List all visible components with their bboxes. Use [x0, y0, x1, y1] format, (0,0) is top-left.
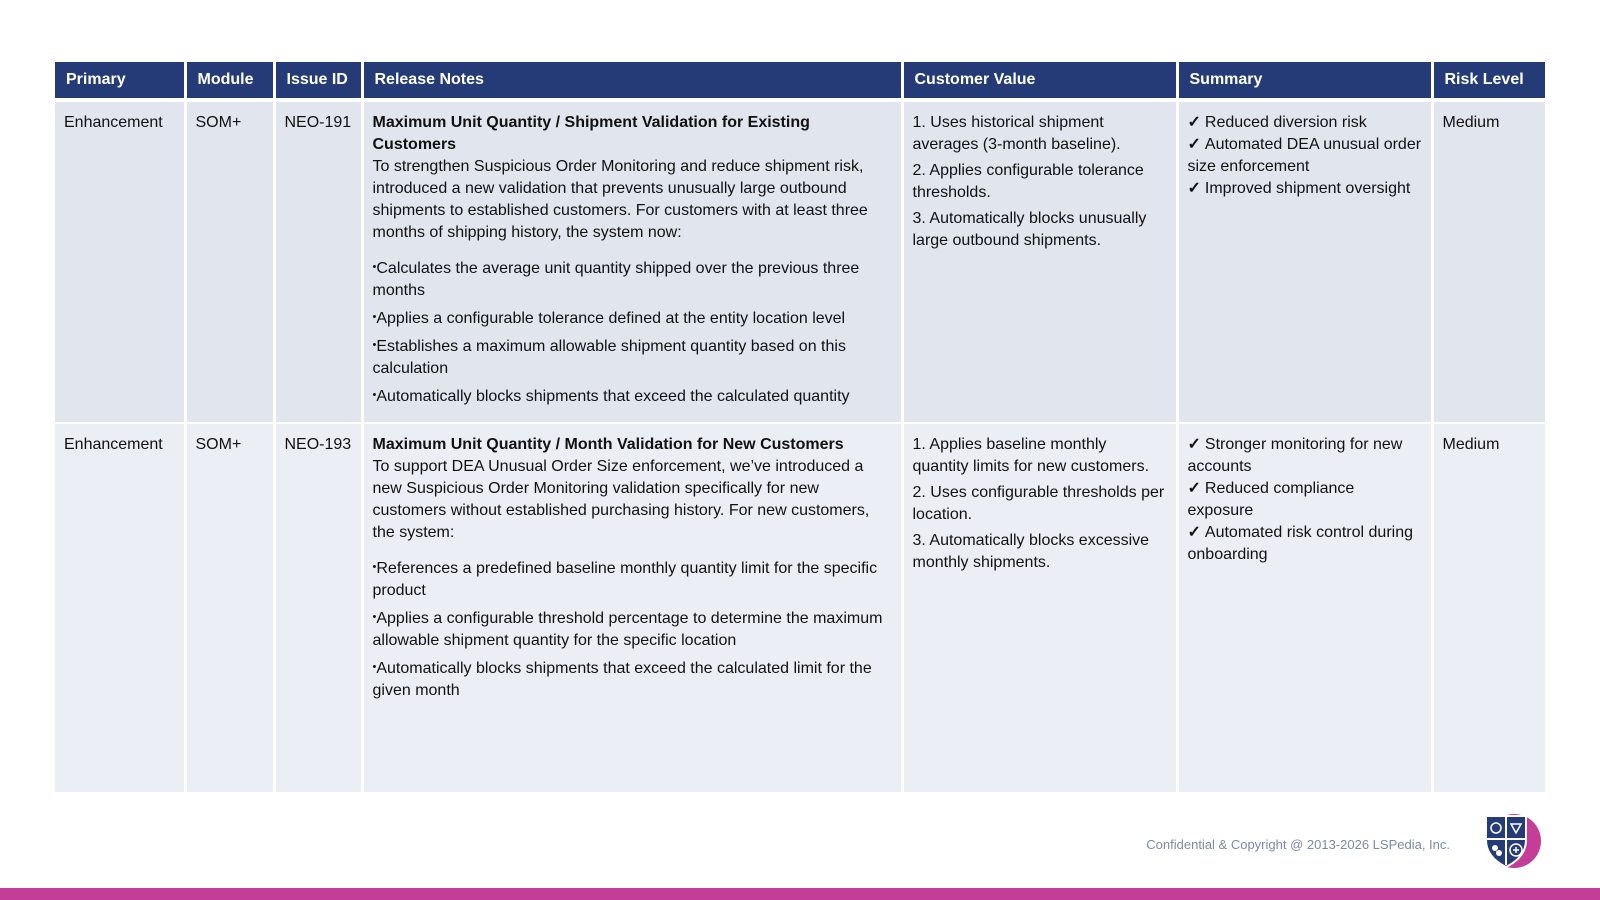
release-note-bullet: •Calculates the average unit quantity shipped over the previous three months — [372, 260, 860, 299]
release-note-bullet: •Automatically blocks shipments that exceed the calculated quantity — [372, 388, 850, 405]
header-issue-id: Issue ID — [274, 62, 362, 100]
bullet-icon: • — [372, 339, 377, 351]
release-note-title: Maximum Unit Quantity / Month Validation for New Customers — [372, 436, 844, 453]
cell-risk-level: Medium — [1432, 423, 1545, 793]
cell-primary: Enhancement — [55, 100, 185, 423]
release-note-bullet: •Applies a configurable threshold percentage to determine the maximum allowable shipment quantity for the specific location — [372, 610, 883, 649]
cell-primary: Enhancement — [55, 423, 185, 793]
bullet-icon: • — [372, 261, 377, 273]
cell-module: SOM+ — [185, 100, 274, 423]
cell-release-notes — [362, 100, 902, 423]
customer-value-item: 1. Applies baseline monthly quantity limits for new customers. — [912, 436, 1150, 475]
cell-risk-level: Medium — [1432, 100, 1545, 423]
check-icon: ✓ — [1187, 136, 1201, 153]
release-note-bullet: •Automatically blocks shipments that exceed the calculated limit for the given month — [372, 660, 872, 699]
bullet-icon: • — [372, 661, 377, 673]
summary-item: ✓ Stronger monitoring for new accounts — [1187, 436, 1403, 475]
header-summary: Summary — [1177, 62, 1432, 100]
customer-value-item: 1. Uses historical shipment averages (3-month baseline). — [912, 114, 1121, 153]
cell-issue-id: NEO-191 — [274, 100, 362, 423]
release-notes-table-container — [55, 62, 1545, 794]
table-row — [55, 423, 1545, 793]
footer-copyright: Confidential & Copyright @ 2013-2026 LSPedia, Inc. — [1146, 837, 1450, 852]
summary-item: ✓ Reduced compliance exposure — [1187, 480, 1355, 519]
header-module: Module — [185, 62, 274, 100]
table-row — [55, 100, 1545, 423]
cell-customer-value — [902, 100, 1177, 423]
check-icon: ✓ — [1187, 180, 1201, 197]
customer-value-item: 2. Applies configurable tolerance thresholds. — [912, 162, 1144, 201]
cell-issue-id: NEO-193 — [274, 423, 362, 793]
check-icon: ✓ — [1187, 114, 1201, 131]
lspedia-shield-logo-icon — [1480, 810, 1542, 872]
cell-module: SOM+ — [185, 423, 274, 793]
customer-value-item: 3. Automatically blocks unusually large outbound shipments. — [912, 210, 1147, 249]
release-note-bullet: •Establishes a maximum allowable shipment quantity based on this calculation — [372, 338, 846, 377]
release-note-title: Maximum Unit Quantity / Shipment Validation for Existing Customers — [372, 114, 810, 153]
release-note-description: To support DEA Unusual Order Size enforcement, we’ve introduced a new Suspicious Order Monitoring validation specifically for new customers without established purchasing history. For new customers, the system: — [372, 458, 870, 541]
release-notes-table — [55, 62, 1545, 794]
header-customer-value: Customer Value — [902, 62, 1177, 100]
cell-summary — [1177, 423, 1432, 793]
bullet-icon: • — [372, 611, 377, 623]
bullet-icon: • — [372, 561, 377, 573]
summary-item: ✓ Improved shipment oversight — [1187, 180, 1411, 197]
summary-item: ✓ Automated risk control during onboarding — [1187, 524, 1414, 563]
bottom-accent-bar — [0, 888, 1600, 900]
check-icon: ✓ — [1187, 480, 1201, 497]
bullet-icon: • — [372, 389, 377, 401]
header-primary: Primary — [55, 62, 185, 100]
header-release-notes: Release Notes — [362, 62, 902, 100]
cell-release-notes — [362, 423, 902, 793]
check-icon: ✓ — [1187, 436, 1201, 453]
summary-item: ✓ Automated DEA unusual order size enforcement — [1187, 136, 1422, 175]
table-header-row — [55, 62, 1545, 100]
header-risk-level: Risk Level — [1432, 62, 1545, 100]
customer-value-item: 3. Automatically blocks excessive monthly shipments. — [912, 532, 1150, 571]
summary-item: ✓ Reduced diversion risk — [1187, 114, 1367, 131]
release-note-description: To strengthen Suspicious Order Monitoring and reduce shipment risk, introduced a new validation that prevents unusually large outbound shipments to established customers. For customers with at least three months of shipping history, the system now: — [372, 158, 868, 241]
release-note-bullet: •References a predefined baseline monthly quantity limit for the specific product — [372, 560, 878, 599]
release-note-bullet: •Applies a configurable tolerance defined at the entity location level — [372, 310, 846, 327]
customer-value-item: 2. Uses configurable thresholds per location. — [912, 484, 1165, 523]
check-icon: ✓ — [1187, 524, 1201, 541]
cell-customer-value — [902, 423, 1177, 793]
bullet-icon: • — [372, 311, 377, 323]
cell-summary — [1177, 100, 1432, 423]
